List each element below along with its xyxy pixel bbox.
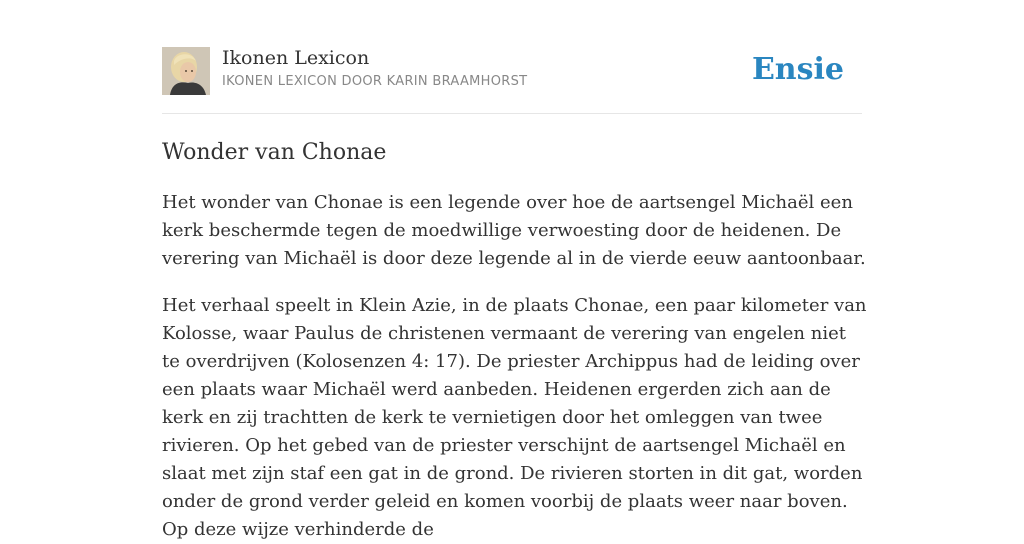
author-name[interactable]: Ikonen Lexicon [222, 47, 370, 69]
avatar-portrait-image [162, 47, 210, 95]
article-paragraph: Het verhaal speelt in Klein Azie, in de plaats Chonae, een paar kilometer van Kolosse, waar Paulus de christenen vermaant de verering van engelen niet te overdrijven (Kolosenzen 4: 17). De priester Archippus had de leiding over een plaats waar Michaël werd aanbeden. Heidenen ergerden zich aan de kerk en zij trachtten de kerk te vernietigen door het omleggen van twee rivieren. Op het gebed van de priester verschijnt de aartsengel Michaël en slaat met zijn staf een gat in de grond. De rivieren storten in dit gat, worden onder de grond verder geleid en komen voorbij de plaats weer naar boven. Op deze wijze verhinderde de [162, 295, 867, 540]
article-title: Wonder van Chonae [162, 140, 387, 165]
article-paragraph: Het wonder van Chonae is een legende over hoe de aartsengel Michaël een kerk beschermde tegen de moedwillige verwoesting door de heidenen. De verering van Michaël is door deze legende al in de vierde eeuw aantoonbaar. [162, 192, 866, 269]
author-subtitle: IKONEN LEXICON DOOR KARIN BRAAMHORST [222, 74, 528, 89]
author-header [162, 46, 862, 114]
brand-logo-link[interactable]: Ensie [751, 52, 844, 87]
author-avatar[interactable] [162, 47, 210, 95]
article [162, 136, 867, 544]
